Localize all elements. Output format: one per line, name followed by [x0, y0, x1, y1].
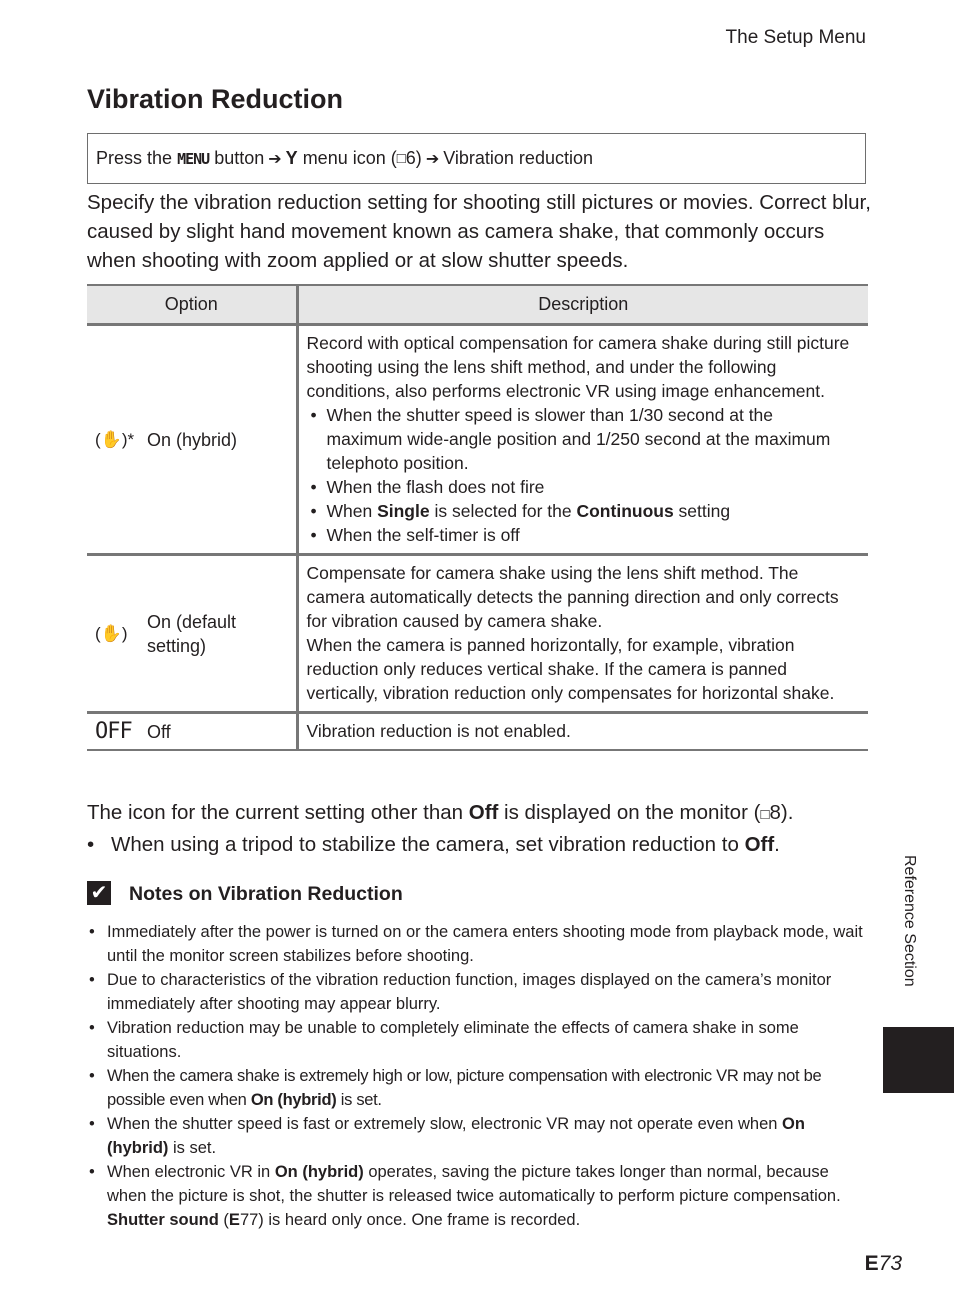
text-run: operates, saving the picture takes longer than normal, because when the picture is shot, the shutter is released twice automatically to perform picture compensation.	[107, 1163, 841, 1205]
side-tab-marker	[883, 1027, 954, 1093]
page-number-value: 73	[878, 1252, 902, 1275]
reference-section-icon: E	[228, 1211, 240, 1229]
side-tab-label: Reference Section	[901, 855, 918, 987]
list-item: • When the flash does not fire	[307, 475, 853, 499]
menu-path-box	[87, 133, 866, 184]
vr-off-icon: OFF	[95, 718, 132, 744]
text-run: 77) is heard only once. One frame is recorded.	[239, 1211, 581, 1229]
table-row	[87, 713, 868, 751]
condition-list	[307, 403, 853, 547]
description-text: When the camera is panned horizontally, for example, vibration reduction only reduces vertical shake. If the camera is panned vertically, vibration reduction only compensates for horizontal shake.	[306, 635, 835, 703]
table-row	[87, 325, 868, 555]
notes-title: Notes on Vibration Reduction	[129, 883, 403, 905]
option-label: On (default setting)	[147, 611, 237, 656]
column-header-description: Description	[297, 285, 868, 325]
option-cell	[87, 713, 297, 751]
reference-section-icon: E	[864, 1252, 879, 1275]
notes-list	[87, 920, 867, 1232]
description-text: Compensate for camera shake using the lens shift method. The camera automatically detects the panning direction and only corrects for vibration caused by camera shake.	[306, 563, 839, 631]
description-cell	[297, 713, 868, 751]
list-item: • Vibration reduction may be unable to completely eliminate the effects of camera shake in some situations.	[87, 1016, 867, 1064]
notes-heading	[87, 883, 403, 906]
list-item	[87, 1112, 867, 1160]
list-item: • Immediately after the power is turned on or the camera enters shooting mode from playback mode, wait until the monitor screen stabilizes before shooting.	[87, 920, 867, 968]
option-cell	[87, 555, 297, 713]
nav-menu-icon: menu icon (	[302, 148, 397, 168]
option-cell	[87, 325, 297, 555]
text-run: When	[326, 501, 378, 521]
book-icon: □	[396, 150, 406, 167]
bold-off: Off	[744, 833, 775, 856]
text-run: (	[218, 1211, 229, 1229]
text-run: is selected for the	[429, 501, 577, 521]
intro-paragraph: Specify the vibration reduction setting for shooting still pictures or movies. Correct blur, caused by slight hand movement known as camera shake, that commonly occurs when shooting with zoom applied or at slow shutter speeds.	[87, 191, 871, 272]
page-number	[865, 1252, 902, 1276]
list-item	[307, 499, 853, 523]
tripod-note	[87, 833, 780, 857]
nav-press: Press the	[96, 148, 173, 168]
list-item: • When the shutter speed is slower than 1/30 second at the maximum wide-angle position and 1/250 second at the maximum telephoto position.	[307, 403, 853, 475]
text-run: .	[774, 833, 780, 856]
bold-on-hybrid: On (hybrid)	[274, 1163, 364, 1181]
bold-on-hybrid: On (hybrid)	[250, 1091, 337, 1109]
vr-on-icon: (✋)	[95, 623, 128, 643]
option-label: On (hybrid)	[147, 429, 238, 450]
table-header-row	[87, 285, 868, 325]
text-run: When using a tripod to stabilize the camera, set vibration reduction to	[111, 833, 745, 856]
arrow-right-icon: ➔	[425, 150, 440, 168]
bold-off: Off	[468, 801, 499, 824]
wrench-icon: Y	[285, 148, 298, 168]
list-item	[87, 1064, 867, 1112]
book-icon: □	[760, 806, 770, 823]
page-title: Vibration Reduction	[87, 84, 344, 114]
text-run: setting	[673, 501, 731, 521]
text-run: is set.	[336, 1091, 382, 1109]
text-run: is displayed on the monitor (	[498, 801, 761, 824]
current-setting-note	[87, 801, 793, 825]
description-text: Vibration reduction is not enabled.	[306, 721, 571, 741]
vibration-reduction-table	[87, 284, 868, 751]
bold-on-hybrid: On (hybrid)	[107, 1115, 805, 1157]
nav-button: button	[214, 148, 265, 168]
bold-single: Single	[377, 501, 430, 521]
text-run: The icon for the current setting other than	[87, 801, 469, 824]
running-header: The Setup Menu	[725, 27, 866, 48]
description-cell	[297, 555, 868, 713]
check-icon: ✔	[87, 881, 111, 905]
list-item: • Due to characteristics of the vibration reduction function, images displayed on the camera’s monitor immediately after shooting may appear blurry.	[87, 968, 867, 1016]
text-run: When electronic VR in	[107, 1163, 275, 1181]
menu-button-icon: MENU	[177, 149, 210, 168]
hybrid-vr-icon: (✋)*	[95, 429, 135, 449]
description-text: Record with optical compensation for camera shake during still picture shooting using the lens shift method, and under the following conditions, also performs electronic VR using image enhancement.	[306, 333, 850, 401]
bold-shutter-sound: Shutter sound	[107, 1211, 219, 1229]
option-label: Off	[147, 721, 171, 742]
list-item: • When the self-timer is off	[307, 523, 853, 547]
page-ref: 8).	[769, 801, 794, 824]
table-row	[87, 555, 868, 713]
text-run: When the camera shake is extremely high or low, picture compensation with electronic VR may not be possible even when	[107, 1067, 822, 1109]
arrow-right-icon: ➔	[268, 150, 282, 168]
bold-continuous: Continuous	[576, 501, 674, 521]
list-item	[87, 1160, 867, 1232]
nav-target: Vibration reduction	[443, 148, 593, 168]
description-cell	[297, 325, 868, 555]
column-header-option: Option	[87, 285, 297, 325]
text-run: is set.	[168, 1139, 217, 1157]
nav-ref: 6)	[405, 148, 422, 168]
bullet: •	[87, 833, 95, 856]
text-run: When the shutter speed is fast or extremely slow, electronic VR may not operate even when	[107, 1115, 783, 1133]
